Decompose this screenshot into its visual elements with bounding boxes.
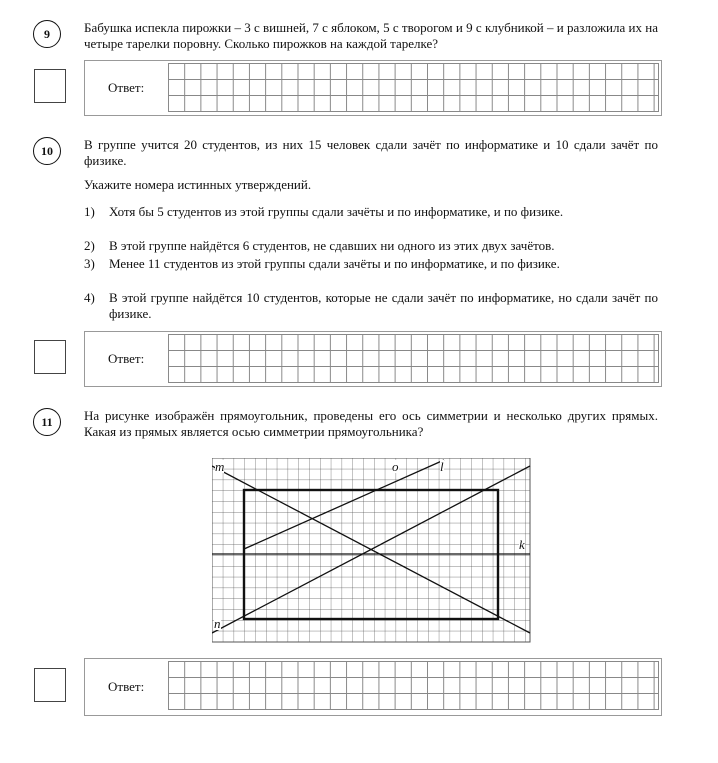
answer-label-10: Ответ: (108, 351, 145, 366)
option-1-number: 1) (84, 204, 95, 219)
question-9-text: Бабушка испекла пирожки – 3 с вишней, 7 с яблоком, 5 с творогом и 9 с клубникой – и разложила их на четыре тарелки поровну. Сколько пирожков на каждой тарелке? (84, 20, 658, 51)
answer-checkbox-9 (34, 69, 66, 103)
option-2 (84, 238, 658, 254)
option-3-number: 3) (84, 256, 95, 271)
question-11-text: На рисунке изображён прямоугольник, проведены его ось симметрии и несколько других прямых. Какая из прямых является осью симметрии прямоугольника? (84, 408, 658, 439)
label-o: o (392, 459, 399, 474)
answer-grid-11[interactable] (168, 661, 659, 710)
option-1-text: Хотя бы 5 студентов из этой группы сдали зачёты и по информатике, и по физике. (109, 204, 564, 219)
question-10-text: В группе учится 20 студентов, из них 15 человек сдали зачёт по информатике и 10 сдали зачёт по физике. (84, 137, 658, 168)
answer-label-11: Ответ: (108, 679, 145, 694)
option-3-text: Менее 11 студентов из этой группы сдали зачёты и по информатике, и по физике. (109, 256, 560, 271)
option-4 (84, 290, 658, 322)
option-2-number: 2) (84, 238, 95, 253)
answer-grid-9[interactable] (168, 63, 659, 112)
option-4-number: 4) (84, 290, 95, 305)
option-1 (84, 204, 658, 236)
answer-label-9: Ответ: (108, 80, 145, 95)
question-number-9: 9 (33, 20, 61, 48)
label-n: n (214, 616, 221, 631)
label-l: l (440, 459, 444, 474)
option-4-text: В этой группе найдётся 10 студентов, которые не сдали зачёт по информатике, но сдали зачёт по физике. (109, 290, 658, 321)
label-m: m (215, 459, 225, 474)
rectangle-figure (212, 458, 534, 646)
answer-checkbox-10 (34, 340, 66, 374)
answer-checkbox-11 (34, 668, 66, 702)
question-number-11: 11 (33, 408, 61, 436)
question-10-prompt: Укажите номера истинных утверждений. (84, 177, 312, 192)
question-number-10: 10 (33, 137, 61, 165)
option-3 (84, 256, 658, 288)
answer-grid-10[interactable] (168, 334, 659, 383)
label-k: k (519, 537, 525, 552)
option-2-text: В этой группе найдётся 6 студентов, не сдавших ни одного из этих двух зачётов. (109, 238, 555, 253)
figure-svg (212, 458, 534, 646)
